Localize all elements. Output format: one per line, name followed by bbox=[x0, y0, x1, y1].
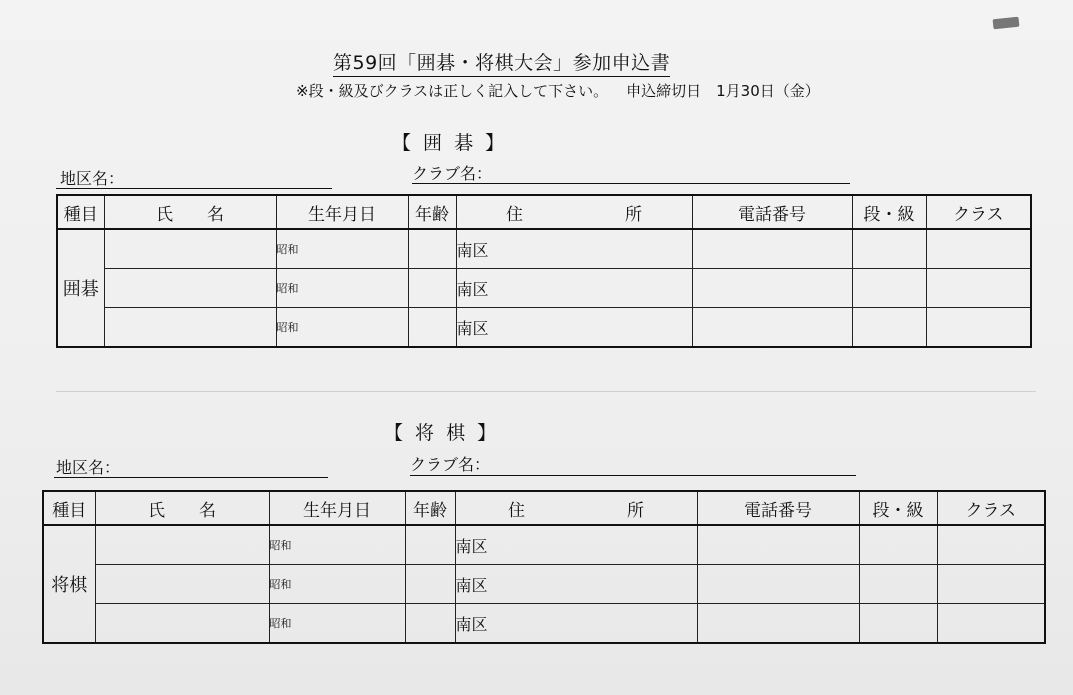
age-cell[interactable] bbox=[408, 229, 456, 269]
address-cell[interactable]: 南区 bbox=[456, 269, 692, 308]
deadline-text: 申込締切日 1月30日（金） bbox=[626, 82, 820, 100]
address-cell[interactable]: 南区 bbox=[455, 565, 697, 604]
age-cell[interactable] bbox=[405, 604, 455, 644]
section-divider bbox=[56, 391, 1036, 392]
table-row bbox=[43, 604, 1045, 644]
col-phone: 電話番号 bbox=[697, 491, 859, 525]
phone-cell[interactable] bbox=[697, 565, 859, 604]
birth-era-cell[interactable]: 昭和 bbox=[276, 308, 408, 348]
col-birth: 生年月日 bbox=[276, 195, 408, 229]
birth-era-cell[interactable]: 昭和 bbox=[276, 269, 408, 308]
age-cell[interactable] bbox=[408, 308, 456, 348]
go-club-field[interactable] bbox=[412, 183, 850, 184]
name-cell[interactable] bbox=[95, 565, 269, 604]
go-category-cell: 囲碁 bbox=[57, 229, 104, 347]
col-birth: 生年月日 bbox=[269, 491, 405, 525]
col-rank: 段・級 bbox=[852, 195, 926, 229]
class-cell[interactable] bbox=[926, 308, 1031, 348]
phone-cell[interactable] bbox=[692, 229, 852, 269]
table-row bbox=[57, 308, 1031, 348]
table-row bbox=[43, 525, 1045, 565]
col-class: クラス bbox=[937, 491, 1045, 525]
shogi-entry-table bbox=[42, 490, 1046, 644]
col-phone: 電話番号 bbox=[692, 195, 852, 229]
name-cell[interactable] bbox=[104, 269, 276, 308]
name-cell[interactable] bbox=[95, 525, 269, 565]
table-row bbox=[57, 229, 1031, 269]
birth-era-cell[interactable]: 昭和 bbox=[276, 229, 408, 269]
phone-cell[interactable] bbox=[697, 525, 859, 565]
rank-cell[interactable] bbox=[859, 565, 937, 604]
col-type: 種目 bbox=[43, 491, 95, 525]
form-title: 第59回「囲碁・将棋大会」参加申込書 bbox=[333, 48, 670, 77]
class-cell[interactable] bbox=[937, 604, 1045, 644]
phone-cell[interactable] bbox=[692, 269, 852, 308]
shogi-section-title: 【 将 棋 】 bbox=[384, 422, 500, 444]
name-cell[interactable] bbox=[104, 308, 276, 348]
rank-class-note: ※段・級及びクラスは正しく記入して下さい。 bbox=[296, 82, 609, 100]
col-type: 種目 bbox=[57, 195, 104, 229]
class-cell[interactable] bbox=[926, 229, 1031, 269]
birth-era-cell[interactable]: 昭和 bbox=[269, 525, 405, 565]
age-cell[interactable] bbox=[408, 269, 456, 308]
class-cell[interactable] bbox=[937, 525, 1045, 565]
col-age: 年齢 bbox=[405, 491, 455, 525]
rank-cell[interactable] bbox=[859, 525, 937, 565]
address-cell[interactable]: 南区 bbox=[455, 604, 697, 644]
name-cell[interactable] bbox=[95, 604, 269, 644]
name-cell[interactable] bbox=[104, 229, 276, 269]
tape-mark bbox=[993, 17, 1020, 30]
shogi-category-cell: 将棋 bbox=[43, 525, 95, 643]
phone-cell[interactable] bbox=[692, 308, 852, 348]
address-cell[interactable]: 南区 bbox=[456, 308, 692, 348]
shogi-club-field[interactable] bbox=[410, 475, 856, 476]
rank-cell[interactable] bbox=[852, 269, 926, 308]
go-district-field[interactable] bbox=[56, 188, 332, 189]
col-age: 年齢 bbox=[408, 195, 456, 229]
instruction-note bbox=[296, 80, 820, 101]
age-cell[interactable] bbox=[405, 525, 455, 565]
birth-era-cell[interactable]: 昭和 bbox=[269, 604, 405, 644]
col-address: 住 所 bbox=[455, 491, 697, 525]
rank-cell[interactable] bbox=[852, 308, 926, 348]
address-cell[interactable]: 南区 bbox=[455, 525, 697, 565]
table-row bbox=[43, 565, 1045, 604]
shogi-district-label: 地区名： bbox=[56, 458, 121, 477]
col-address: 住 所 bbox=[456, 195, 692, 229]
go-section-title: 【 囲 碁 】 bbox=[392, 132, 508, 154]
rank-cell[interactable] bbox=[859, 604, 937, 644]
col-name: 氏 名 bbox=[104, 195, 276, 229]
go-header-row bbox=[57, 195, 1031, 229]
address-cell[interactable]: 南区 bbox=[456, 229, 692, 269]
col-name: 氏 名 bbox=[95, 491, 269, 525]
birth-era-cell[interactable]: 昭和 bbox=[269, 565, 405, 604]
col-rank: 段・級 bbox=[859, 491, 937, 525]
shogi-district-field[interactable] bbox=[54, 477, 328, 478]
shogi-club-label: クラブ名： bbox=[410, 455, 491, 474]
class-cell[interactable] bbox=[937, 565, 1045, 604]
class-cell[interactable] bbox=[926, 269, 1031, 308]
age-cell[interactable] bbox=[405, 565, 455, 604]
phone-cell[interactable] bbox=[697, 604, 859, 644]
go-entry-table bbox=[56, 194, 1032, 348]
shogi-header-row bbox=[43, 491, 1045, 525]
rank-cell[interactable] bbox=[852, 229, 926, 269]
go-club-label: クラブ名： bbox=[412, 164, 493, 183]
col-class: クラス bbox=[926, 195, 1031, 229]
table-row bbox=[57, 269, 1031, 308]
go-district-label: 地区名： bbox=[60, 169, 125, 188]
